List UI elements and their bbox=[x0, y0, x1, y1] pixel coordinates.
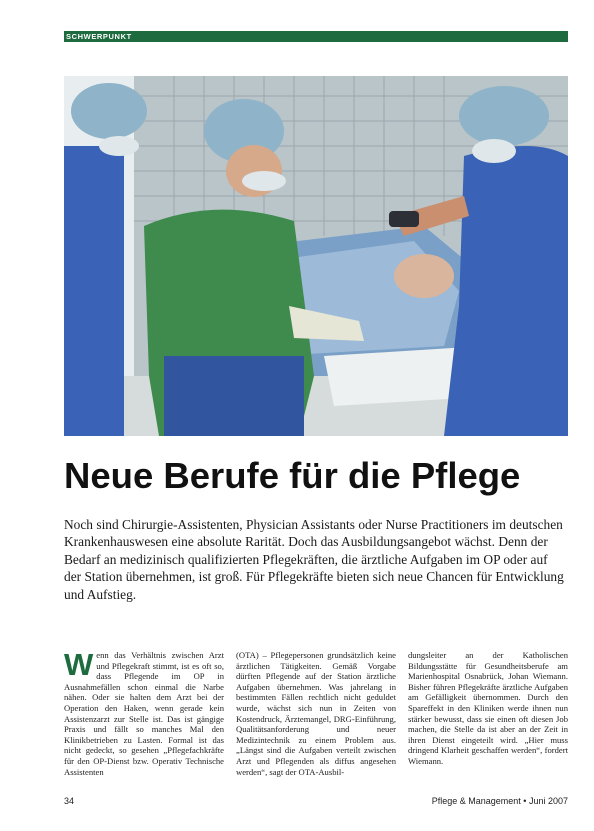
page-number: 34 bbox=[64, 796, 75, 806]
operating-room-photo bbox=[64, 76, 568, 436]
body-column-1 bbox=[64, 650, 224, 780]
section-header-bar bbox=[64, 31, 568, 42]
body-column-2: (OTA) – Pflegepersonen grundsätzlich keine ärztlichen Tätigkeiten. Gemäß Vorgabe dürften Pflegende auf der Station ärztliche Aufgaben übernehmen. Was jahrelang in bestimmten Fällen rechtlich nicht geduldet wurde, wächst sich nun in Zeiten von Kostendruck, Ärztemangel, DRG-Einführung, Qualitätsanforderung und neuer Medizintechnik zu einem Problem aus. „Längst sind die Aufgaben verteilt zwischen Arzt und Pflegenden als diffus angesehen werden“, sagt der OTA-Ausbil- bbox=[236, 650, 396, 777]
article-body bbox=[64, 650, 568, 780]
article-headline: Neue Berufe für die Pflege bbox=[64, 455, 521, 496]
body-column-3: dungsleiter an der Katholischen Bildungsstätte für Gesundheitsberufe am Marienhospital Osnabrück, Johan Wiemann. Bisher führen Pflegekräfte ärztliche Aufgaben am Gefälligkeit übernommen. Durch den Spareffekt in den Kliniken werde ihnen nun stärker bewusst, dass sie einen oft diesen Job machen, die Stelle da ist aber an der Zeit in ihren Dienst eingeteilt wird. „Hier muss dringend Klarheit geschaffen werden“, fordert Wiemann. bbox=[408, 650, 568, 766]
publication-footer: Pflege & Management • Juni 2007 bbox=[431, 796, 568, 806]
drop-cap: W bbox=[64, 650, 94, 682]
article-lead: Noch sind Chirurgie-Assistenten, Physician Assistants oder Nurse Practitioners im deutschen Krankenhauswesen eine absolute Rarität. Doch das Ausbildungsangebot wächst. Denn der Bedarf an medizinisch qualifizierten Pflegekräften, die ärztliche Aufgaben im OP oder auf der Station übernehmen, ist groß. Für Pflegekräfte bieten sich neue Chancen für Entwicklung und Aufstieg. bbox=[64, 517, 564, 602]
section-label: SCHWERPUNKT bbox=[66, 32, 132, 41]
body-column-1-text: enn das Verhältnis zwischen Arzt und Pflegekraft stimmt, ist es oft so, dass Pflegende im OP in Ausnahmefällen schon einmal die Narbe nähen. Oder sie halten dem Arzt bei der Operation den Haken, wenn gerade kein Assistenzarzt zur Stelle ist. Das ist gängige Praxis und fällt so manches Mal den Klinikbetrieben zu Lasten. Formal ist das nicht gedeckt, so gesehen „Pflegefachkräfte für den OP-Dienst bzw. Operativ Technische Assistenten bbox=[64, 650, 224, 777]
